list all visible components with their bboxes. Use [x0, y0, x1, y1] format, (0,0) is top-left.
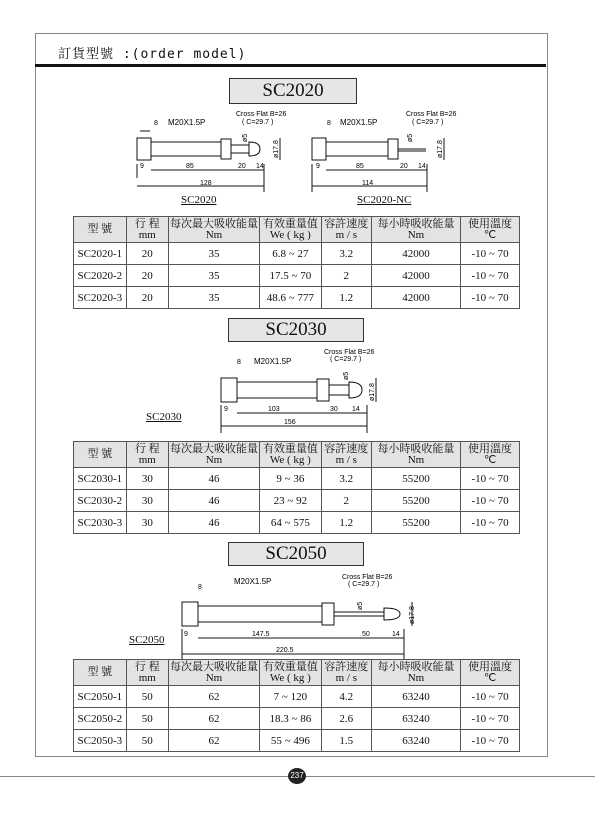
- svg-text:20: 20: [400, 163, 408, 170]
- column-header-energy: [168, 217, 259, 243]
- sc2020-a-cap: [249, 142, 260, 156]
- table-cell-hourly: 55200: [371, 512, 460, 534]
- table-cell-model: SC2030-2: [74, 490, 127, 512]
- column-header-line: 每小時吸收能量: [377, 660, 455, 673]
- column-header-line: 有效重量值: [262, 660, 318, 673]
- table-cell-speed: 3.2: [321, 243, 371, 265]
- table-cell-model: SC2020-2: [74, 265, 127, 287]
- table-cell-stroke: 30: [126, 468, 168, 490]
- column-header-line: Nm: [407, 453, 425, 466]
- svg-text:8: 8: [198, 584, 202, 591]
- column-header-line: 使用溫度: [468, 217, 513, 230]
- svg-text:( C=29.7 ): ( C=29.7 ): [412, 119, 444, 126]
- drawing-sc2050: [170, 570, 430, 660]
- table-cell-weight: 9 ~ 36: [259, 468, 321, 490]
- column-header-line: ℃: [483, 453, 497, 466]
- column-header-line: 型 號: [87, 223, 113, 235]
- table-row: [74, 468, 520, 490]
- column-header-stroke: [126, 217, 168, 243]
- column-header-line: Nm: [205, 671, 223, 684]
- svg-text:9: 9: [224, 406, 228, 413]
- svg-text:( C=29.7 ): ( C=29.7 ): [242, 119, 274, 126]
- table-cell-speed: 2: [321, 265, 371, 287]
- table-cell-speed: 4.2: [321, 686, 371, 708]
- table-header-row: [74, 660, 520, 686]
- table-cell-speed: 1.2: [321, 512, 371, 534]
- svg-text:14: 14: [352, 406, 360, 413]
- svg-text:9: 9: [316, 163, 320, 170]
- table-cell-weight: 18.3 ~ 86: [259, 708, 321, 730]
- svg-text:50: 50: [362, 631, 370, 638]
- column-header-energy: [168, 660, 259, 686]
- column-header-temp: [461, 217, 520, 243]
- column-header-line: mm: [138, 453, 156, 466]
- svg-text:ø5: ø5: [242, 133, 249, 142]
- column-header-model: [74, 442, 127, 468]
- table-cell-weight: 64 ~ 575: [259, 512, 321, 534]
- table-cell-model: SC2030-3: [74, 512, 127, 534]
- column-header-line: Nm: [205, 228, 223, 241]
- header-rule: [35, 64, 546, 67]
- svg-text:ø5: ø5: [407, 133, 414, 142]
- svg-text:ø5: ø5: [357, 601, 364, 610]
- table-cell-energy: 35: [168, 265, 259, 287]
- svg-text:ø17.8: ø17.8: [273, 140, 280, 158]
- table-row: [74, 512, 520, 534]
- svg-text:14: 14: [418, 163, 426, 170]
- table-cell-hourly: 63240: [371, 708, 460, 730]
- section-title-sc2020: SC2020: [229, 78, 357, 104]
- svg-text:14: 14: [256, 163, 264, 170]
- table-cell-model: SC2030-1: [74, 468, 127, 490]
- sc2020-a-stopnut: [221, 139, 231, 159]
- table-cell-model: SC2050-2: [74, 708, 127, 730]
- column-header-speed: [321, 442, 371, 468]
- svg-text:9: 9: [184, 631, 188, 638]
- table-cell-energy: 46: [168, 490, 259, 512]
- table-cell-energy: 62: [168, 686, 259, 708]
- table-row: [74, 730, 520, 752]
- column-header-line: 每次最大吸收能量: [169, 442, 258, 455]
- column-header-line: m / s: [335, 228, 357, 241]
- column-header-line: We ( kg ): [269, 228, 311, 241]
- svg-text:220.5: 220.5: [276, 647, 294, 654]
- column-header-line: 使用溫度: [468, 442, 513, 455]
- column-header-line: 行 程: [134, 217, 160, 230]
- table-cell-weight: 7 ~ 120: [259, 686, 321, 708]
- column-header-line: 容許速度: [324, 442, 369, 455]
- table-cell-model: SC2020-3: [74, 287, 127, 309]
- column-header-line: We ( kg ): [269, 453, 311, 466]
- svg-text:M20X1.5P: M20X1.5P: [234, 577, 272, 586]
- column-header-speed: [321, 217, 371, 243]
- column-header-line: 行 程: [134, 442, 160, 455]
- table-cell-stroke: 50: [126, 730, 168, 752]
- section-title-sc2050: SC2050: [228, 542, 364, 566]
- caption-sc2050: SC2050: [129, 634, 165, 646]
- column-header-weight: [259, 442, 321, 468]
- column-header-line: 有效重量值: [262, 442, 318, 455]
- column-header-line: 使用溫度: [468, 660, 513, 673]
- svg-text:M20X1.5P: M20X1.5P: [340, 118, 378, 127]
- svg-text:M20X1.5P: M20X1.5P: [168, 118, 206, 127]
- table-cell-stroke: 50: [126, 686, 168, 708]
- caption-sc2020: SC2020: [181, 194, 217, 206]
- svg-text:ø17.8: ø17.8: [409, 606, 416, 624]
- svg-text:147.5: 147.5: [252, 631, 270, 638]
- column-header-line: 容許速度: [324, 217, 369, 230]
- table-cell-energy: 46: [168, 512, 259, 534]
- column-header-line: m / s: [335, 671, 357, 684]
- caption-sc2030: SC2030: [146, 411, 182, 423]
- table-header-row: [74, 442, 520, 468]
- sc2020-a-rod: [231, 145, 249, 153]
- table-row: [74, 265, 520, 287]
- table-cell-weight: 6.8 ~ 27: [259, 243, 321, 265]
- table-cell-model: SC2050-3: [74, 730, 127, 752]
- column-header-line: 行 程: [134, 660, 160, 673]
- table-cell-weight: 23 ~ 92: [259, 490, 321, 512]
- table-header-row: [74, 217, 520, 243]
- table-cell-stroke: 30: [126, 512, 168, 534]
- table-cell-stroke: 20: [126, 287, 168, 309]
- column-header-stroke: [126, 660, 168, 686]
- column-header-line: mm: [138, 671, 156, 684]
- spec-table-sc2020: [73, 216, 520, 309]
- svg-text:ø17.8: ø17.8: [369, 383, 376, 401]
- table-cell-energy: 62: [168, 730, 259, 752]
- column-header-weight: [259, 660, 321, 686]
- svg-text:8: 8: [237, 359, 241, 366]
- table-cell-stroke: 20: [126, 243, 168, 265]
- column-header-line: 每小時吸收能量: [377, 217, 455, 230]
- table-cell-hourly: 42000: [371, 243, 460, 265]
- table-row: [74, 287, 520, 309]
- table-cell-hourly: 63240: [371, 686, 460, 708]
- table-cell-speed: 1.5: [321, 730, 371, 752]
- table-cell-hourly: 42000: [371, 287, 460, 309]
- table-cell-energy: 46: [168, 468, 259, 490]
- section-title-sc2030: SC2030: [228, 318, 364, 342]
- column-header-line: 有效重量值: [262, 217, 318, 230]
- table-cell-speed: 2.6: [321, 708, 371, 730]
- table-cell-stroke: 50: [126, 708, 168, 730]
- column-header-line: ℃: [483, 228, 497, 241]
- table-cell-weight: 17.5 ~ 70: [259, 265, 321, 287]
- column-header-model: [74, 660, 127, 686]
- column-header-line: 型 號: [87, 448, 113, 460]
- page-number: 237: [288, 768, 306, 784]
- table-cell-speed: 1.2: [321, 287, 371, 309]
- table-row: [74, 490, 520, 512]
- svg-text:30: 30: [330, 406, 338, 413]
- table-cell-energy: 62: [168, 708, 259, 730]
- table-cell-model: SC2050-1: [74, 686, 127, 708]
- column-header-line: ℃: [483, 671, 497, 684]
- column-header-line: Nm: [407, 671, 425, 684]
- table-cell-stroke: 30: [126, 490, 168, 512]
- column-header-temp: [461, 660, 520, 686]
- svg-text:14: 14: [392, 631, 400, 638]
- caption-sc2020-nc: SC2020-NC: [357, 194, 412, 206]
- column-header-speed: [321, 660, 371, 686]
- svg-text:20: 20: [238, 163, 246, 170]
- svg-text:103: 103: [268, 406, 280, 413]
- table-cell-temp: -10 ~ 70: [461, 686, 520, 708]
- svg-text:8: 8: [327, 120, 331, 127]
- drawing-sc2020: [120, 106, 470, 192]
- column-header-line: 容許速度: [324, 660, 369, 673]
- table-cell-temp: -10 ~ 70: [461, 730, 520, 752]
- column-header-temp: [461, 442, 520, 468]
- spec-table-sc2030: [73, 441, 520, 534]
- table-cell-temp: -10 ~ 70: [461, 287, 520, 309]
- table-cell-model: SC2020-1: [74, 243, 127, 265]
- svg-text:114: 114: [362, 180, 374, 187]
- svg-text:128: 128: [200, 180, 212, 187]
- svg-text:Cross Flat B=26: Cross Flat B=26: [342, 574, 393, 581]
- column-header-line: 每次最大吸收能量: [169, 660, 258, 673]
- column-header-stroke: [126, 442, 168, 468]
- table-row: [74, 686, 520, 708]
- table-cell-speed: 2: [321, 490, 371, 512]
- svg-text:Cross Flat B=26: Cross Flat B=26: [236, 111, 287, 118]
- table-row: [74, 708, 520, 730]
- table-cell-temp: -10 ~ 70: [461, 512, 520, 534]
- column-header-line: We ( kg ): [269, 671, 311, 684]
- column-header-model: [74, 217, 127, 243]
- column-header-line: 型 號: [87, 666, 113, 678]
- svg-text:( C=29.7 ): ( C=29.7 ): [330, 356, 362, 363]
- column-header-hourly: [371, 442, 460, 468]
- column-header-line: mm: [138, 228, 156, 241]
- svg-text:85: 85: [356, 163, 364, 170]
- drawing-sc2030: [200, 343, 390, 433]
- svg-text:8: 8: [154, 120, 158, 127]
- column-header-line: Nm: [407, 228, 425, 241]
- svg-text:Cross Flat B=26: Cross Flat B=26: [406, 111, 457, 118]
- table-cell-energy: 35: [168, 243, 259, 265]
- table-cell-weight: 55 ~ 496: [259, 730, 321, 752]
- table-cell-weight: 48.6 ~ 777: [259, 287, 321, 309]
- spec-table-sc2050: [73, 659, 520, 752]
- table-cell-hourly: 55200: [371, 490, 460, 512]
- column-header-hourly: [371, 660, 460, 686]
- table-cell-temp: -10 ~ 70: [461, 265, 520, 287]
- table-cell-hourly: 63240: [371, 730, 460, 752]
- table-cell-energy: 35: [168, 287, 259, 309]
- svg-text:9: 9: [140, 163, 144, 170]
- table-cell-temp: -10 ~ 70: [461, 490, 520, 512]
- svg-text:ø5: ø5: [343, 371, 350, 380]
- svg-text:Cross Flat B=26: Cross Flat B=26: [324, 349, 375, 356]
- svg-text:85: 85: [186, 163, 194, 170]
- svg-text:M20X1.5P: M20X1.5P: [254, 357, 292, 366]
- sc2020-a-body: [151, 142, 221, 156]
- column-header-weight: [259, 217, 321, 243]
- column-header-hourly: [371, 217, 460, 243]
- svg-text:156: 156: [284, 419, 296, 426]
- page-header-title: 訂貨型號 :(order model): [58, 47, 247, 62]
- table-cell-speed: 3.2: [321, 468, 371, 490]
- table-cell-temp: -10 ~ 70: [461, 708, 520, 730]
- sc2020-a-nut: [137, 138, 151, 160]
- table-cell-hourly: 42000: [371, 265, 460, 287]
- column-header-line: 每小時吸收能量: [377, 442, 455, 455]
- svg-text:ø17.8: ø17.8: [437, 140, 444, 158]
- column-header-line: 每次最大吸收能量: [169, 217, 258, 230]
- column-header-line: m / s: [335, 453, 357, 466]
- table-cell-temp: -10 ~ 70: [461, 243, 520, 265]
- table-cell-hourly: 55200: [371, 468, 460, 490]
- table-cell-stroke: 20: [126, 265, 168, 287]
- table-row: [74, 243, 520, 265]
- table-cell-temp: -10 ~ 70: [461, 468, 520, 490]
- svg-text:( C=29.7 ): ( C=29.7 ): [348, 581, 380, 588]
- column-header-line: Nm: [205, 453, 223, 466]
- column-header-energy: [168, 442, 259, 468]
